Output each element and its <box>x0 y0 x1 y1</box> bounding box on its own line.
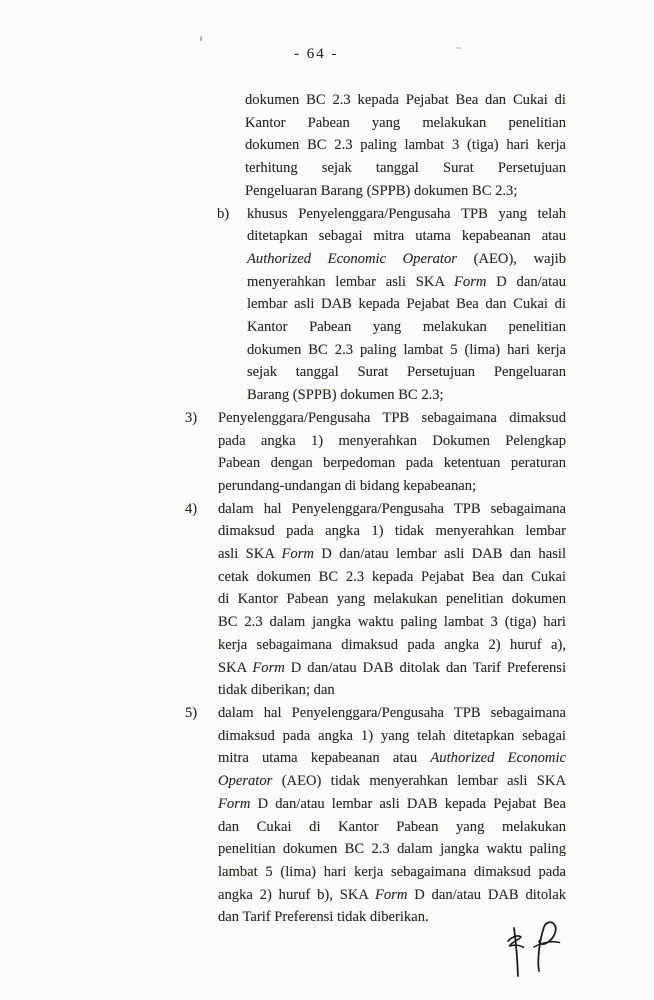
list-item-label: 3) <box>185 409 198 426</box>
text-line: perundang-undangan di bidang kepabeanan; <box>218 477 477 494</box>
text-line: dan Tarif Preferensi tidak diberikan. <box>218 909 429 926</box>
text-line: BC 2.3 dalam jangka waktu paling lambat 3 (tiga) hari <box>218 614 566 631</box>
page-number: - 64 - <box>294 46 339 62</box>
list-item-label: 4) <box>185 500 198 517</box>
text-line: di Kantor Pabean yang melakukan penelitian dokumen <box>218 591 566 608</box>
list-item <box>185 89 566 203</box>
text-line: Kantor Pabean yang melakukan penelitian <box>245 114 566 131</box>
list-item <box>185 407 566 498</box>
text-line: dimaksud pada angka 1) yang telah ditetapkan sebagai <box>218 727 566 744</box>
text-line: lambat 5 (lima) hari kerja sebagaimana dimaksud pada <box>218 863 566 880</box>
scan-speck <box>199 36 202 41</box>
text-line: tidak diberikan; dan <box>218 682 335 699</box>
text-line: angka 2) huruf b), SKA Form D dan/atau DAB ditolak <box>218 886 566 903</box>
list-item-text <box>245 89 566 203</box>
text-line: terhitung sejak tanggal Surat Persetujuan <box>245 160 566 177</box>
text-line: khusus Penyelenggara/Pengusaha TPB yang telah <box>247 205 566 222</box>
text-line: Pabean dengan berpedoman pada ketentuan peraturan <box>218 455 566 472</box>
scan-speck <box>456 47 461 49</box>
text-line: Barang (SPPB) dokumen BC 2.3; <box>247 387 444 404</box>
text-line: Penyelenggara/Pengusaha TPB sebagaimana dimaksud <box>218 409 566 426</box>
document-body <box>185 89 566 929</box>
text-line: dokumen BC 2.3 paling lambat 3 (tiga) hari kerja <box>245 137 566 154</box>
list-item-label: 5) <box>185 704 198 721</box>
text-line: Authorized Economic Operator (AEO), wajib <box>247 250 566 267</box>
text-line: Pengeluaran Barang (SPPB) dokumen BC 2.3; <box>245 182 518 199</box>
text-line: dokumen BC 2.3 kepada Pejabat Bea dan Cukai di <box>245 92 566 108</box>
list-item-text <box>247 203 566 407</box>
handwritten-initial-right <box>534 922 560 971</box>
handwritten-initial-left <box>508 928 524 976</box>
text-line: dan Cukai di Kantor Pabean yang melakukan <box>218 818 566 835</box>
text-line: mitra utama kepabeanan atau Authorized Economic <box>218 750 566 767</box>
list-item <box>185 498 566 702</box>
text-line: penelitian dokumen BC 2.3 dalam jangka waktu paling <box>218 841 566 858</box>
text-line: menyerahkan lembar asli SKA Form D dan/atau <box>247 273 566 290</box>
list-item <box>217 203 566 407</box>
text-line: Form D dan/atau lembar asli DAB kepada Pejabat Bea <box>218 795 566 812</box>
text-line: SKA Form D dan/atau DAB ditolak dan Tarif Preferensi <box>218 659 566 676</box>
text-line: ditetapkan sebagai mitra utama kepabeanan atau <box>247 228 566 245</box>
list-item-text <box>218 702 566 929</box>
scan-speck <box>377 332 380 334</box>
list-item-text <box>218 498 566 702</box>
handwritten-initials <box>495 916 567 992</box>
text-line: lembar asli DAB kepada Pejabat Bea dan Cukai di <box>247 296 566 313</box>
text-line: Kantor Pabean yang melakukan penelitian <box>247 319 566 336</box>
text-line: sejak tanggal Surat Persetujuan Pengeluaran <box>247 364 566 381</box>
text-line: pada angka 1) menyerahkan Dokumen Pelengkap <box>218 432 566 449</box>
text-line: dimaksud pada angka 1) tidak menyerahkan lembar <box>218 523 566 540</box>
text-line: kerja sebagaimana dimaksud pada angka 2) huruf a), <box>218 636 566 653</box>
list-item-label: b) <box>217 205 230 222</box>
text-line: dokumen BC 2.3 paling lambat 5 (lima) hari kerja <box>247 341 566 358</box>
text-line: dalam hal Penyelenggara/Pengusaha TPB sebagaimana <box>218 500 566 517</box>
text-line: dalam hal Penyelenggara/Pengusaha TPB sebagaimana <box>218 704 566 721</box>
text-line: cetak dokumen BC 2.3 kepada Pejabat Bea dan Cukai <box>218 568 566 585</box>
text-line: Operator (AEO) tidak menyerahkan lembar asli SKA <box>218 773 566 790</box>
text-line: asli SKA Form D dan/atau lembar asli DAB dan hasil <box>218 546 566 563</box>
list-item <box>185 702 566 929</box>
list-item-text <box>218 407 566 498</box>
